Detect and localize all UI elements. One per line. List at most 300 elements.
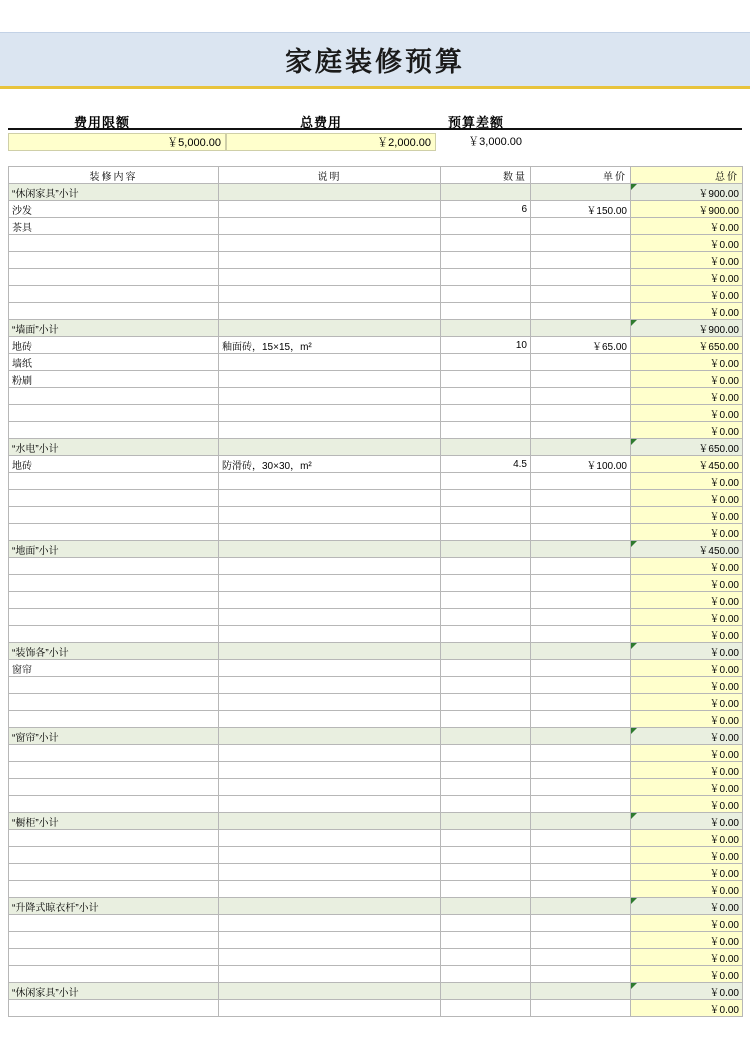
cell-description[interactable] <box>219 983 441 1000</box>
table-row <box>9 949 743 966</box>
cell-unit-price[interactable] <box>531 660 631 677</box>
cell-total-price[interactable]: ￥0.00 <box>631 473 743 490</box>
cell-quantity[interactable] <box>441 881 531 898</box>
cell-quantity[interactable] <box>441 626 531 643</box>
cell-item[interactable]: 沙发 <box>9 201 219 218</box>
cell-total-price[interactable]: ￥0.00 <box>631 660 743 677</box>
cell-unit-price[interactable] <box>531 966 631 983</box>
cell-quantity[interactable] <box>441 711 531 728</box>
table-row <box>9 473 743 490</box>
cell-item[interactable]: “休闲家具”小计 <box>9 983 219 1000</box>
cell-item[interactable] <box>9 405 219 422</box>
table-row <box>9 524 743 541</box>
cell-quantity[interactable] <box>441 745 531 762</box>
subtotal-row <box>9 898 743 915</box>
table-row <box>9 694 743 711</box>
cell-unit-price[interactable] <box>531 830 631 847</box>
cell-item[interactable] <box>9 269 219 286</box>
cell-total-price[interactable]: ￥0.00 <box>631 983 743 1000</box>
cell-quantity[interactable] <box>441 864 531 881</box>
cell-item[interactable]: “地面”小计 <box>9 541 219 558</box>
cell-description[interactable] <box>219 201 441 218</box>
table-body <box>9 184 743 1017</box>
cell-description[interactable]: 釉面砖，15×15，m² <box>219 337 441 354</box>
cell-description[interactable] <box>219 728 441 745</box>
cell-unit-price[interactable] <box>531 388 631 405</box>
cell-quantity[interactable]: 10 <box>441 337 531 354</box>
table-row <box>9 592 743 609</box>
column-header-qty: 数量 <box>441 167 531 184</box>
cell-quantity[interactable] <box>441 762 531 779</box>
table-row <box>9 677 743 694</box>
cell-unit-price[interactable] <box>531 592 631 609</box>
cell-description[interactable] <box>219 524 441 541</box>
cell-total-price[interactable]: ￥0.00 <box>631 269 743 286</box>
table-row <box>9 932 743 949</box>
table-row <box>9 796 743 813</box>
cell-description[interactable] <box>219 235 441 252</box>
cell-unit-price[interactable] <box>531 422 631 439</box>
cell-total-price[interactable]: ￥0.00 <box>631 507 743 524</box>
cell-quantity[interactable] <box>441 575 531 592</box>
cell-quantity[interactable] <box>441 524 531 541</box>
cell-description[interactable] <box>219 303 441 320</box>
cell-unit-price[interactable] <box>531 524 631 541</box>
table-row <box>9 660 743 677</box>
cell-description[interactable] <box>219 847 441 864</box>
cell-total-price[interactable]: ￥0.00 <box>631 388 743 405</box>
cell-item[interactable] <box>9 949 219 966</box>
table-row <box>9 609 743 626</box>
subtotal-row <box>9 320 743 337</box>
cell-total-price[interactable]: ￥0.00 <box>631 966 743 983</box>
cell-total-price[interactable]: ￥0.00 <box>631 847 743 864</box>
cell-total-price[interactable]: ￥0.00 <box>631 303 743 320</box>
cell-description[interactable] <box>219 592 441 609</box>
cell-description[interactable] <box>219 507 441 524</box>
cell-unit-price[interactable] <box>531 507 631 524</box>
cell-item[interactable] <box>9 796 219 813</box>
cell-unit-price[interactable] <box>531 235 631 252</box>
cell-quantity[interactable] <box>441 796 531 813</box>
cell-description[interactable] <box>219 354 441 371</box>
cell-item[interactable] <box>9 694 219 711</box>
cell-quantity[interactable] <box>441 541 531 558</box>
cell-item[interactable] <box>9 609 219 626</box>
cell-total-price[interactable]: ￥0.00 <box>631 218 743 235</box>
cell-total-price[interactable]: ￥0.00 <box>631 915 743 932</box>
cell-item[interactable] <box>9 762 219 779</box>
cell-item[interactable] <box>9 490 219 507</box>
cell-quantity[interactable] <box>441 184 531 201</box>
table-row <box>9 218 743 235</box>
column-header-total: 总价 <box>631 167 743 184</box>
cell-unit-price[interactable] <box>531 371 631 388</box>
cell-item[interactable]: “升降式晾衣杆”小计 <box>9 898 219 915</box>
cell-item[interactable]: 粉刷 <box>9 371 219 388</box>
cell-description[interactable] <box>219 643 441 660</box>
cell-item[interactable] <box>9 473 219 490</box>
cell-quantity[interactable] <box>441 439 531 456</box>
cell-item[interactable] <box>9 303 219 320</box>
table-row <box>9 915 743 932</box>
cell-total-price[interactable]: ￥0.00 <box>631 694 743 711</box>
cell-unit-price[interactable] <box>531 881 631 898</box>
cell-item[interactable] <box>9 252 219 269</box>
table-row <box>9 286 743 303</box>
cell-total-price[interactable]: ￥0.00 <box>631 779 743 796</box>
total-cost-label: 总费用 <box>300 115 343 130</box>
cell-item[interactable] <box>9 507 219 524</box>
cell-unit-price[interactable] <box>531 728 631 745</box>
cell-total-price[interactable]: ￥0.00 <box>631 932 743 949</box>
cell-quantity[interactable] <box>441 898 531 915</box>
cell-total-price[interactable]: ￥0.00 <box>631 422 743 439</box>
table-row <box>9 711 743 728</box>
cell-description[interactable] <box>219 745 441 762</box>
cell-unit-price[interactable] <box>531 813 631 830</box>
table-row <box>9 779 743 796</box>
table-row <box>9 745 743 762</box>
cell-item[interactable] <box>9 575 219 592</box>
cell-quantity[interactable] <box>441 235 531 252</box>
table-row <box>9 1000 743 1017</box>
cell-quantity[interactable] <box>441 269 531 286</box>
cell-quantity[interactable] <box>441 932 531 949</box>
cell-quantity[interactable] <box>441 354 531 371</box>
subtotal-row <box>9 813 743 830</box>
table-row <box>9 388 743 405</box>
table-row <box>9 830 743 847</box>
cell-description[interactable] <box>219 711 441 728</box>
cell-unit-price[interactable] <box>531 184 631 201</box>
cost-limit-label: 费用限额 <box>74 115 131 130</box>
table-row <box>9 201 743 218</box>
cell-item[interactable] <box>9 711 219 728</box>
cell-quantity[interactable] <box>441 949 531 966</box>
table-row <box>9 575 743 592</box>
cell-quantity[interactable] <box>441 507 531 524</box>
cell-item[interactable]: “窗帘”小计 <box>9 728 219 745</box>
cell-quantity[interactable] <box>441 422 531 439</box>
cell-total-price[interactable]: ￥0.00 <box>631 728 743 745</box>
cell-quantity[interactable] <box>441 609 531 626</box>
cell-total-price[interactable]: ￥0.00 <box>631 558 743 575</box>
budget-difference-label: 预算差额 <box>448 115 505 130</box>
cell-unit-price[interactable] <box>531 643 631 660</box>
column-header-desc: 说明 <box>219 167 441 184</box>
total-cost-value[interactable]: ￥2,000.00 <box>226 133 436 151</box>
cell-item[interactable]: 地砖 <box>9 456 219 473</box>
cell-quantity[interactable] <box>441 252 531 269</box>
table-row <box>9 864 743 881</box>
table-row <box>9 405 743 422</box>
cell-description[interactable] <box>219 371 441 388</box>
subtotal-row <box>9 983 743 1000</box>
cell-description[interactable] <box>219 490 441 507</box>
cell-quantity[interactable] <box>441 847 531 864</box>
cell-unit-price[interactable] <box>531 677 631 694</box>
cell-item[interactable] <box>9 388 219 405</box>
cell-description[interactable] <box>219 660 441 677</box>
table-row <box>9 252 743 269</box>
cell-description[interactable] <box>219 881 441 898</box>
cell-description[interactable] <box>219 898 441 915</box>
cell-item[interactable] <box>9 422 219 439</box>
table-row <box>9 371 743 388</box>
cell-unit-price[interactable] <box>531 303 631 320</box>
cell-item[interactable] <box>9 830 219 847</box>
cell-description[interactable] <box>219 473 441 490</box>
cell-total-price[interactable]: ￥900.00 <box>631 201 743 218</box>
cell-unit-price[interactable] <box>531 915 631 932</box>
cell-item[interactable]: 地砖 <box>9 337 219 354</box>
cell-total-price[interactable]: ￥650.00 <box>631 337 743 354</box>
cell-description[interactable] <box>219 694 441 711</box>
cell-total-price[interactable]: ￥0.00 <box>631 490 743 507</box>
cell-description[interactable] <box>219 796 441 813</box>
cell-unit-price[interactable] <box>531 949 631 966</box>
cell-unit-price[interactable] <box>531 983 631 1000</box>
cell-item[interactable] <box>9 745 219 762</box>
summary-value-row <box>8 133 742 151</box>
cell-total-price[interactable]: ￥0.00 <box>631 575 743 592</box>
table-row <box>9 558 743 575</box>
cell-item[interactable]: “橱柜”小计 <box>9 813 219 830</box>
cell-item[interactable]: “装饰各”小计 <box>9 643 219 660</box>
cell-quantity[interactable] <box>441 677 531 694</box>
cell-description[interactable] <box>219 405 441 422</box>
cell-item[interactable]: “休闲家具”小计 <box>9 184 219 201</box>
cell-unit-price[interactable]: ￥100.00 <box>531 456 631 473</box>
cell-unit-price[interactable] <box>531 694 631 711</box>
cell-item[interactable]: “水电”小计 <box>9 439 219 456</box>
cell-unit-price[interactable] <box>531 541 631 558</box>
cell-item[interactable]: 窗帘 <box>9 660 219 677</box>
cell-unit-price[interactable] <box>531 762 631 779</box>
cell-total-price[interactable]: ￥0.00 <box>631 643 743 660</box>
cell-item[interactable] <box>9 592 219 609</box>
cell-item[interactable]: 茶具 <box>9 218 219 235</box>
cell-total-price[interactable]: ￥0.00 <box>631 864 743 881</box>
column-header-price: 单价 <box>531 167 631 184</box>
cell-total-price[interactable]: ￥0.00 <box>631 796 743 813</box>
cell-item[interactable] <box>9 286 219 303</box>
cell-quantity[interactable] <box>441 660 531 677</box>
cell-quantity[interactable] <box>441 728 531 745</box>
cell-total-price[interactable]: ￥0.00 <box>631 524 743 541</box>
cell-quantity[interactable]: 4.5 <box>441 456 531 473</box>
budget-difference-value: ￥3,000.00 <box>436 133 526 151</box>
cell-item[interactable] <box>9 847 219 864</box>
cell-item[interactable]: “墙面”小计 <box>9 320 219 337</box>
cell-unit-price[interactable] <box>531 473 631 490</box>
cell-quantity[interactable] <box>441 490 531 507</box>
cell-description[interactable] <box>219 252 441 269</box>
cell-total-price[interactable]: ￥650.00 <box>631 439 743 456</box>
summary-label-row <box>8 112 742 130</box>
cell-total-price[interactable]: ￥0.00 <box>631 609 743 626</box>
cell-unit-price[interactable]: ￥150.00 <box>531 201 631 218</box>
table-row <box>9 269 743 286</box>
cell-quantity[interactable] <box>441 915 531 932</box>
cell-unit-price[interactable] <box>531 575 631 592</box>
cell-description[interactable] <box>219 762 441 779</box>
table-row <box>9 303 743 320</box>
cell-quantity[interactable] <box>441 405 531 422</box>
cell-unit-price[interactable] <box>531 609 631 626</box>
cell-item[interactable]: 墙纸 <box>9 354 219 371</box>
cell-total-price[interactable]: ￥0.00 <box>631 762 743 779</box>
cell-total-price[interactable]: ￥0.00 <box>631 405 743 422</box>
cell-unit-price[interactable] <box>531 269 631 286</box>
cell-description[interactable] <box>219 218 441 235</box>
cell-description[interactable] <box>219 184 441 201</box>
cell-description[interactable] <box>219 541 441 558</box>
cell-quantity[interactable] <box>441 558 531 575</box>
cell-quantity[interactable] <box>441 983 531 1000</box>
cell-unit-price[interactable] <box>531 779 631 796</box>
cell-description[interactable] <box>219 558 441 575</box>
cell-quantity[interactable]: 6 <box>441 201 531 218</box>
cell-unit-price[interactable] <box>531 286 631 303</box>
cell-quantity[interactable] <box>441 966 531 983</box>
table-header-row <box>9 167 743 184</box>
cell-total-price[interactable]: ￥0.00 <box>631 235 743 252</box>
cell-total-price[interactable]: ￥0.00 <box>631 371 743 388</box>
cell-total-price[interactable]: ￥0.00 <box>631 677 743 694</box>
cell-unit-price[interactable] <box>531 320 631 337</box>
cell-unit-price[interactable] <box>531 745 631 762</box>
cell-description[interactable] <box>219 966 441 983</box>
cell-unit-price[interactable] <box>531 439 631 456</box>
cell-description[interactable] <box>219 269 441 286</box>
cell-total-price[interactable]: ￥450.00 <box>631 541 743 558</box>
cell-unit-price[interactable] <box>531 847 631 864</box>
cell-description[interactable] <box>219 575 441 592</box>
cell-total-price[interactable]: ￥0.00 <box>631 881 743 898</box>
cell-total-price[interactable]: ￥0.00 <box>631 354 743 371</box>
cell-item[interactable] <box>9 626 219 643</box>
cell-description[interactable] <box>219 422 441 439</box>
cell-quantity[interactable] <box>441 303 531 320</box>
cell-total-price[interactable]: ￥0.00 <box>631 745 743 762</box>
cell-unit-price[interactable] <box>531 711 631 728</box>
cell-total-price[interactable]: ￥0.00 <box>631 898 743 915</box>
cell-total-price[interactable]: ￥0.00 <box>631 592 743 609</box>
cell-description[interactable] <box>219 1000 441 1017</box>
cell-description[interactable] <box>219 779 441 796</box>
cell-total-price[interactable]: ￥900.00 <box>631 320 743 337</box>
cell-unit-price[interactable]: ￥65.00 <box>531 337 631 354</box>
cell-description[interactable] <box>219 626 441 643</box>
cell-item[interactable] <box>9 558 219 575</box>
cell-total-price[interactable]: ￥0.00 <box>631 286 743 303</box>
cell-total-price[interactable]: ￥0.00 <box>631 252 743 269</box>
cell-description[interactable] <box>219 830 441 847</box>
cell-description[interactable] <box>219 932 441 949</box>
cell-quantity[interactable] <box>441 286 531 303</box>
table-row <box>9 881 743 898</box>
cell-description[interactable] <box>219 286 441 303</box>
cell-quantity[interactable] <box>441 1000 531 1017</box>
cell-unit-price[interactable] <box>531 558 631 575</box>
cell-total-price[interactable]: ￥450.00 <box>631 456 743 473</box>
subtotal-row <box>9 643 743 660</box>
cell-description[interactable] <box>219 609 441 626</box>
cell-item[interactable] <box>9 1000 219 1017</box>
cell-item[interactable] <box>9 966 219 983</box>
cell-quantity[interactable] <box>441 473 531 490</box>
cell-unit-price[interactable] <box>531 490 631 507</box>
cell-item[interactable] <box>9 677 219 694</box>
cost-limit-value[interactable]: ￥5,000.00 <box>8 133 226 151</box>
cell-description[interactable] <box>219 864 441 881</box>
cell-total-price[interactable]: ￥0.00 <box>631 626 743 643</box>
cell-item[interactable] <box>9 881 219 898</box>
cell-unit-price[interactable] <box>531 626 631 643</box>
cell-quantity[interactable] <box>441 779 531 796</box>
cell-quantity[interactable] <box>441 643 531 660</box>
cell-item[interactable] <box>9 932 219 949</box>
table-row <box>9 337 743 354</box>
cell-quantity[interactable] <box>441 830 531 847</box>
cell-unit-price[interactable] <box>531 405 631 422</box>
cell-unit-price[interactable] <box>531 218 631 235</box>
cell-unit-price[interactable] <box>531 796 631 813</box>
cell-item[interactable] <box>9 235 219 252</box>
cell-item[interactable] <box>9 915 219 932</box>
cell-total-price[interactable]: ￥0.00 <box>631 830 743 847</box>
cell-quantity[interactable] <box>441 218 531 235</box>
cell-unit-price[interactable] <box>531 354 631 371</box>
cell-description[interactable] <box>219 949 441 966</box>
cell-description[interactable] <box>219 439 441 456</box>
cell-quantity[interactable] <box>441 371 531 388</box>
cell-item[interactable] <box>9 524 219 541</box>
table-row <box>9 966 743 983</box>
cell-description[interactable] <box>219 388 441 405</box>
cell-unit-price[interactable] <box>531 932 631 949</box>
cell-quantity[interactable] <box>441 592 531 609</box>
table-row <box>9 422 743 439</box>
cell-total-price[interactable]: ￥0.00 <box>631 1000 743 1017</box>
cell-description[interactable] <box>219 677 441 694</box>
cell-unit-price[interactable] <box>531 898 631 915</box>
cell-unit-price[interactable] <box>531 252 631 269</box>
cell-total-price[interactable]: ￥0.00 <box>631 949 743 966</box>
cell-description[interactable] <box>219 813 441 830</box>
cell-quantity[interactable] <box>441 813 531 830</box>
subtotal-row <box>9 541 743 558</box>
cell-total-price[interactable]: ￥0.00 <box>631 711 743 728</box>
cell-description[interactable] <box>219 320 441 337</box>
cell-total-price[interactable]: ￥0.00 <box>631 813 743 830</box>
table-row <box>9 354 743 371</box>
cell-quantity[interactable] <box>441 694 531 711</box>
cell-item[interactable] <box>9 779 219 796</box>
cell-description[interactable] <box>219 915 441 932</box>
cell-quantity[interactable] <box>441 320 531 337</box>
cell-item[interactable] <box>9 864 219 881</box>
cell-quantity[interactable] <box>441 388 531 405</box>
cell-unit-price[interactable] <box>531 864 631 881</box>
cell-description[interactable]: 防滑砖，30×30，m² <box>219 456 441 473</box>
cell-unit-price[interactable] <box>531 1000 631 1017</box>
cell-total-price[interactable]: ￥900.00 <box>631 184 743 201</box>
subtotal-row <box>9 728 743 745</box>
table-row <box>9 507 743 524</box>
